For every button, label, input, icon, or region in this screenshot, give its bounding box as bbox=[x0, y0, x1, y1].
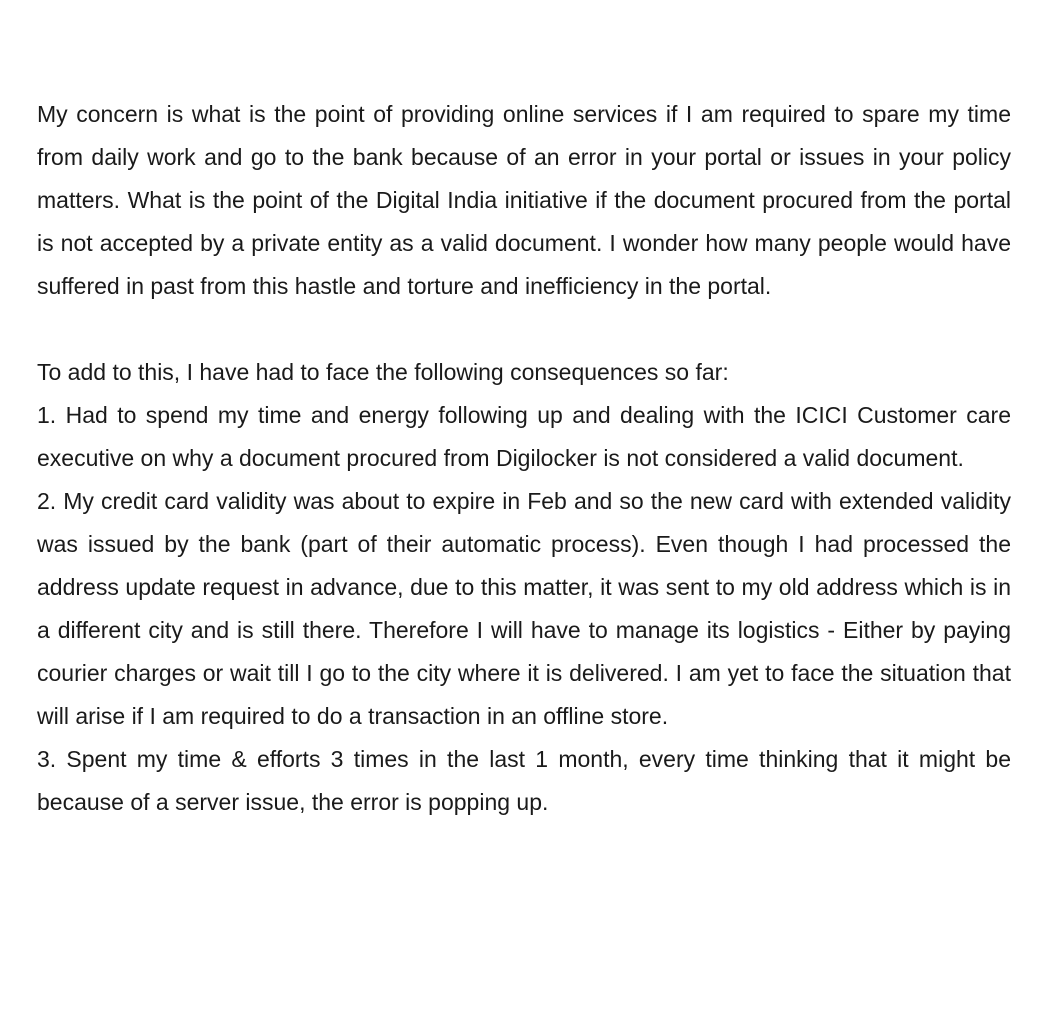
consequence-item-1: 1. Had to spend my time and energy following up and dealing with the ICICI Customer care executive on why a document procured from Digilocker is not considered a valid document. bbox=[37, 402, 1011, 471]
consequences-intro: To add to this, I have had to face the following consequences so far: bbox=[37, 359, 729, 385]
consequence-item-2: 2. My credit card validity was about to expire in Feb and so the new card with extended validity was issued by the bank (part of their automatic process). Even though I had processed the address update request in advance, due to this matter, it was sent to my old address which is in a different city and is still there. Therefore I will have to manage its logistics - Either by paying courier charges or wait till I go to the city where it is delivered. I am yet to face the situation that will arise if I am required to do a transaction in an offline store. bbox=[37, 488, 1011, 729]
document-body bbox=[37, 93, 1011, 824]
consequence-item-3: 3. Spent my time & efforts 3 times in the last 1 month, every time thinking that it might be because of a server issue, the error is popping up. bbox=[37, 746, 1011, 815]
concern-paragraph: My concern is what is the point of providing online services if I am required to spare my time from daily work and go to the bank because of an error in your portal or issues in your policy matters. What is the point of the Digital India initiative if the document procured from the portal is not accepted by a private entity as a valid document. I wonder how many people would have suffered in past from this hastle and torture and inefficiency in the portal. bbox=[37, 101, 1011, 299]
paragraph-spacer bbox=[37, 308, 1011, 351]
